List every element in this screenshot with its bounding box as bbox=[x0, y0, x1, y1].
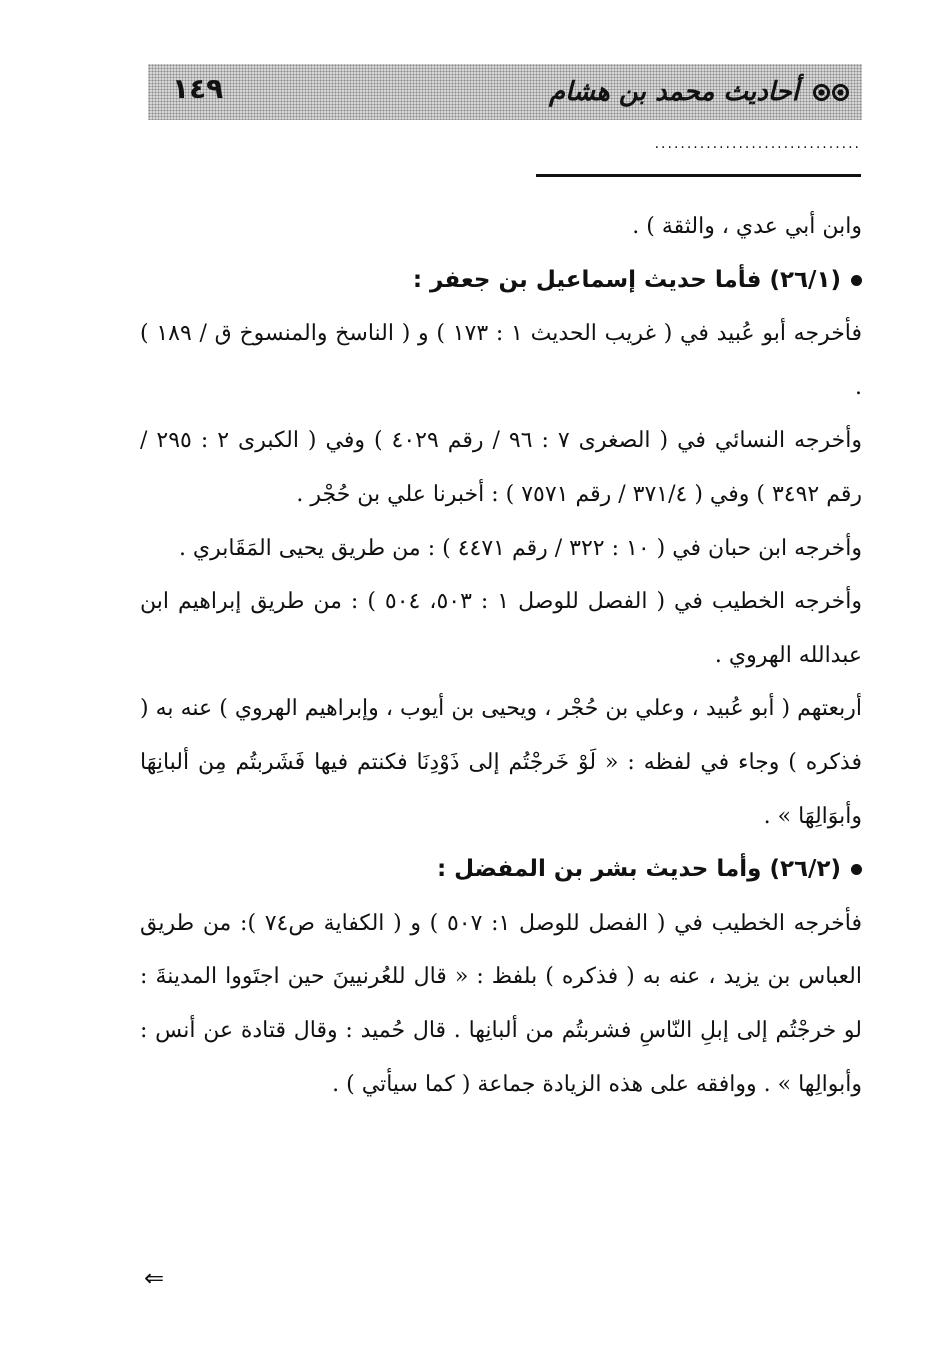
paragraph: فأخرجه أبو عُبيد في ( غريب الحديث ١ : ١٧٣ ) و ( الناسخ والمنسوخ ق / ١٨٩ ) . bbox=[140, 321, 863, 400]
section-heading-1-text: (٢٦/١) فأما حديث إسماعيل بن جعفر : bbox=[412, 266, 841, 293]
paragraph: وأخرجه ابن حبان في ( ١٠ : ٣٢٢ / رقم ٤٤٧١ ) : من طريق يحيى المَقَابري . bbox=[178, 535, 862, 561]
double-circle-ornament-icon bbox=[813, 84, 849, 101]
running-title: أحاديث محمد بن هشام bbox=[548, 77, 799, 107]
section-heading-1 bbox=[140, 254, 862, 308]
paragraph: وأخرجه الخطيب في ( الفصل للوصل ١ : ٥٠٣، ٥٠٤ ) : من طريق إبراهيم ابن عبدالله الهروي . bbox=[140, 589, 863, 668]
paragraph: فأخرجه الخطيب في ( الفصل للوصل ١: ٥٠٧ ) و ( الكفاية ص٧٤ ): من طريق العباس بن يزيد ، عنه به ( فذكره ) بلفظ : « قال للعُرنيينَ حين اجتَووا المدينةَ : لو خرجْتُم إلى إبلِ النّاسِ فشربتُم من ألبانِها . قال حُميد : وقال قتادة عن أنس : وأبوالِها » . ووافقه على هذه الزيادة جماعة ( كما سيأتي ) . bbox=[140, 910, 863, 1097]
bullet-icon bbox=[851, 275, 862, 286]
intro-line: وابن أبي عدي ، والثقة ) . bbox=[632, 214, 862, 239]
section-heading-2 bbox=[140, 843, 862, 897]
bullet-icon bbox=[851, 864, 862, 875]
section-heading-2-text: (٢٦/٢) وأما حديث بشر بن المفضل : bbox=[436, 856, 841, 883]
dot-leader: ................................ bbox=[654, 136, 861, 152]
page-body bbox=[140, 200, 862, 1111]
header-rule bbox=[536, 174, 861, 177]
next-page-arrow-icon: ⇐ bbox=[144, 1264, 165, 1292]
paragraph: وأخرجه النسائي في ( الصغرى ٧ : ٩٦ / رقم ٤٠٢٩ ) وفي ( الكبرى ٢ : ٢٩٥ / رقم ٣٤٩٢ ) وفي ( ٣٧١/٤ / رقم ٧٥٧١ ) : أخبرنا علي بن حُجْر . bbox=[140, 428, 862, 507]
running-header bbox=[549, 72, 849, 112]
page-number: ١٤٩ bbox=[172, 72, 224, 105]
paragraph: أربعتهم ( أبو عُبيد ، وعلي بن حُجْر ، ويحيى بن أيوب ، وإبراهيم الهروي ) عنه به ( فذكره ) وجاء في لفظه : « لَوْ خَرجْتُم إلى ذَوْدِنَا فكنتم فيها فَشَربتُم مِن ألبانِهَا وأبوَالِهَا » . bbox=[140, 696, 862, 829]
